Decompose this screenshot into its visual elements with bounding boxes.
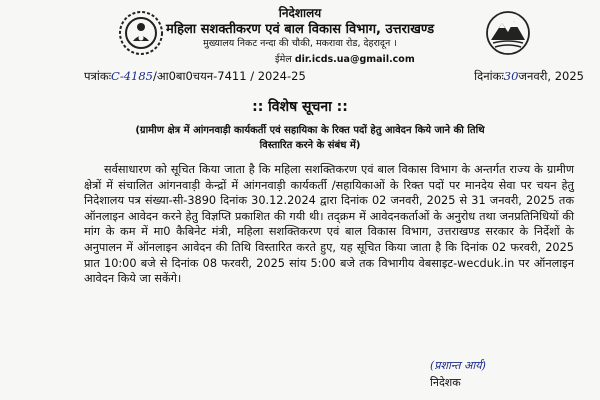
email-line [275, 52, 415, 65]
directorate-heading: निदेशालय [278, 6, 322, 20]
notice-subject: (ग्रामीण क्षेत्र में आंगनवाड़ी कार्यकर्ती एवं सहायिका के रिक्त पदों हेतु आवेदन किये जाने की तिथि विस्तारित करने के संबंध में) [135, 125, 485, 151]
reference-line [84, 69, 584, 87]
reference-label: पत्रांकः [84, 69, 112, 83]
signature-block [430, 357, 540, 391]
reference-code: /आ0बा0चयन-7411 / 2024-25 [152, 69, 306, 83]
date-label: दिनांकः [474, 69, 504, 83]
notice-title: :: विशेष सूचना :: [252, 99, 348, 115]
body-paragraph: सर्वसाधारण को सूचित किया जाता है कि महिला सशक्तिकरण एवं बाल विकास विभाग के अन्तर्गत राज्य के ग्रामीण क्षेत्रों में संचालित आंगनवाड़ी केन्द्रों में आंगनवाड़ी कार्यकर्ती /सहायिकाओं के रिक्त पदों पर मानदेय सेवा पर चयन हेतु निदेशालय पत्र संख्या-सी-3890 दिनांक 30.12.2024 द्वारा दिनांक 02 जनवरी, 2025 से 31 जनवरी, 2025 तक ऑनलाइन आवेदन करने हेतु विज्ञप्ति प्रकाशित की गयी थी। तद्क्रम में आवेदनकर्ताओं के अनुरोध तथा जनप्रतिनिधियों की मांग के कम में मा0 कैबिनेट मंत्री, महिला सशक्तिकरण एवं बाल विकास विभाग, उत्तराखण्ड सरकार के निर्देशों के अनुपालन में ऑनलाइन आवेदन की तिथि विस्तारित करते हुए, यह सूचित किया जाता है कि दिनांक 02 फरवरी, 2025 प्रात 10:00 बजे से दिनांक 08 फरवरी, 2025 सांय 5:00 बजे तक विभागीय वेबसाइट-wecduk.in पर ऑनलाइन आवेदन किये जा सकेंगे। [84, 163, 574, 286]
department-heading: महिला सशक्तीकरण एवं बाल विकास विभाग, उत्तराखण्ड [165, 22, 435, 37]
date-day: 30 [503, 69, 519, 83]
email-address: dir.icds.ua@gmail.com [294, 54, 415, 65]
date-month-year: जनवरी, 2025 [518, 69, 584, 83]
signatory-designation: निदेशक [430, 376, 461, 389]
signatory-name: (प्रशान्त आर्य) [430, 359, 486, 372]
notice-body [84, 162, 574, 287]
reference-number: C-4185 [111, 69, 153, 83]
email-label: ईमेल [275, 54, 292, 65]
letter-date [474, 69, 584, 84]
office-address: मुख्यालय निकट नन्दा की चौकी, मकरावा रोड, देहरादून । [203, 38, 397, 49]
